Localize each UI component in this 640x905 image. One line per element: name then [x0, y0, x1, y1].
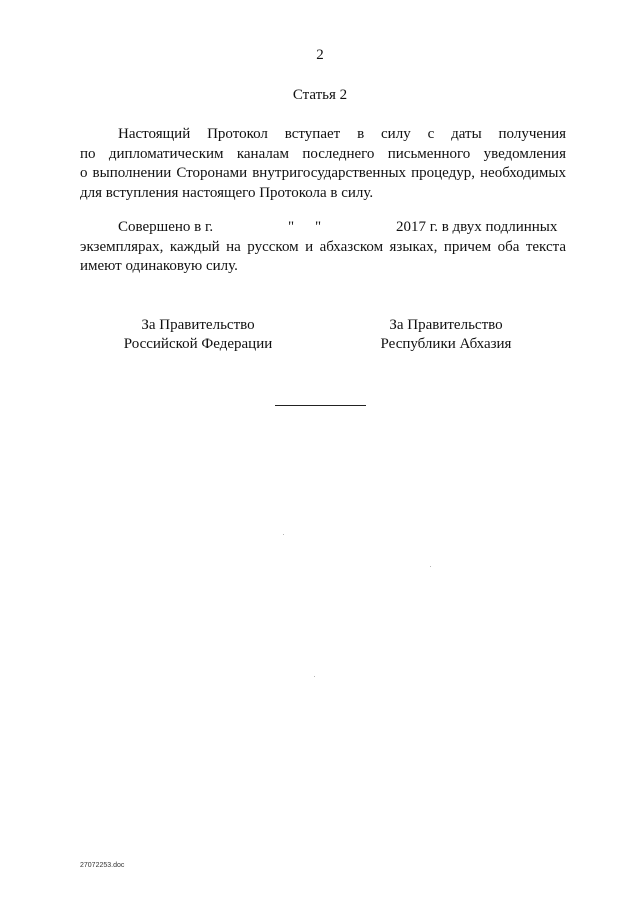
- signature-line-2: Республики Абхазия: [380, 336, 512, 352]
- end-divider-line: [275, 405, 366, 406]
- quote-close: ": [315, 219, 322, 235]
- year-text: 2017 г. в двух подлинных: [396, 219, 558, 235]
- signature-line-1: За Правительство: [389, 317, 503, 333]
- article-paragraph-done-at: [80, 218, 566, 277]
- article-paragraph-entry-into-force: [80, 125, 566, 203]
- document-file-code: 27072253.doc: [80, 862, 125, 869]
- signature-block-abkhazia: [366, 316, 526, 354]
- scan-speck: [283, 534, 284, 535]
- page-number: 2: [316, 47, 324, 63]
- paragraph-line: Настоящий Протокол вступает в силу с даты получения: [118, 126, 566, 142]
- signature-block-russia: [110, 316, 286, 354]
- signature-line-2: Российской Федерации: [123, 336, 273, 352]
- done-in-text: Совершено в г.: [118, 219, 214, 235]
- done-at-line: [80, 218, 566, 238]
- paragraph-line: о выполнении Сторонами внутригосударственных процедур, необходимых: [80, 165, 566, 181]
- paragraph-line: имеют одинаковую силу.: [80, 258, 238, 274]
- article-title: Статья 2: [292, 87, 348, 103]
- scan-speck: [314, 676, 315, 677]
- paragraph-line: экземплярах, каждый на русском и абхазском языках, причем оба текста: [80, 238, 566, 255]
- quote-open: ": [288, 219, 295, 235]
- signature-line-1: За Правительство: [141, 317, 255, 333]
- scan-speck: [430, 566, 431, 567]
- paragraph-line: для вступления настоящего Протокола в силу.: [80, 184, 374, 201]
- paragraph-line: по дипломатическим каналам последнего письменного уведомления: [80, 145, 566, 162]
